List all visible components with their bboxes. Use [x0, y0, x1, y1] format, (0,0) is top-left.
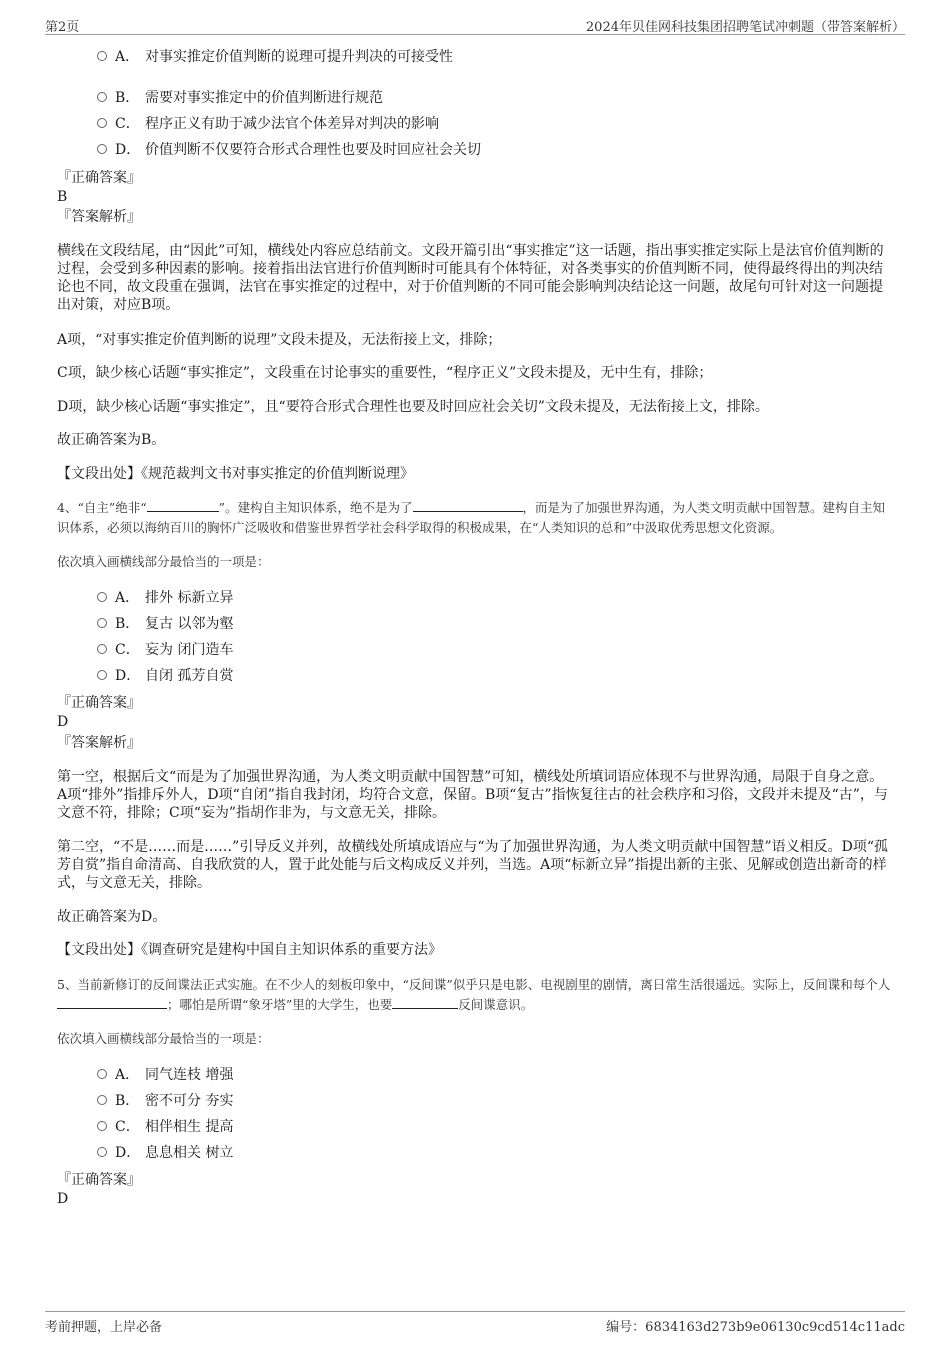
q3-analysis-paragraph: 故正确答案为B。 [57, 432, 166, 448]
q3-analysis-label: 『答案解析』 [57, 209, 141, 225]
blank-line [392, 996, 458, 1009]
q4-option-b[interactable]: B． 复古 以邻为壑 [97, 614, 233, 634]
q3-analysis-paragraph: 横线在文段结尾，由“因此”可知，横线处内容应总结前文。文段开篇引出“事实推定”这一话题，指出事实推定实际上是法官价值判断的过程，会受到多种因素的影响。接着指出法官进行价值判断时可能具有个体特征，对各类事实的价值判断不同，使得最终得出的判决结论也不同，故文段重在强调，法官在事实推定的过程中，对于价值判断的不同可能会影响判决结论这一问题，故尾句可针对这一问题提出对策，对应B项。 [57, 243, 884, 313]
q5-option-d[interactable]: D． 息息相关 树立 [97, 1143, 233, 1163]
q4-analysis-label: 『答案解析』 [57, 735, 141, 751]
q4-source: 【文段出处】《调查研究是建构中国自主知识体系的重要方法》 [57, 942, 442, 958]
q4-analysis-paragraph: 第一空，根据后文“而是为了加强世界沟通，为人类文明贡献中国智慧”可知，横线处所填词语应体现不与世界沟通，局限于自身之意。A项“排外”指排斥外人，D项“自闭”指自我封闭，均符合文意，保留。B项“复古”指恢复往古的社会秩序和习俗，文段并未提及“古”，与文意不符，排除；C项“妄为”指胡作非为，与文意无关，排除。 [57, 769, 888, 821]
q4-option-d[interactable]: D． 自闭 孤芳自赏 [97, 666, 233, 686]
document-id: 编号：6834163d273b9e06130c9cd514c11adc [606, 1320, 905, 1335]
q4-stem: 4、“自主”绝非“ ”。建构自主知识体系，绝不是为了 ，而是为了加强世界沟通，为人类文明贡献中国智慧。建构自主知识体系，必须以海纳百川的胸怀广泛吸收和借鉴世界哲学社会科学取得的积极成果，在“人类知识的总和”中汲取优秀思想文化资源。 [57, 500, 886, 535]
q4-analysis-paragraph: 故正确答案为D。 [57, 909, 167, 925]
radio-icon[interactable] [97, 592, 107, 602]
blank-line [147, 499, 219, 512]
radio-icon[interactable] [97, 618, 107, 628]
radio-icon[interactable] [97, 670, 107, 680]
q3-answer: B [57, 189, 68, 205]
q3-option-d[interactable]: D． 价值判断不仅要符合形式合理性也要及时回应社会关切 [97, 140, 481, 160]
radio-icon[interactable] [97, 118, 107, 128]
q4-option-c[interactable]: C． 妄为 闭门造车 [97, 640, 233, 660]
radio-icon[interactable] [97, 144, 107, 154]
radio-icon[interactable] [97, 1147, 107, 1157]
q5-option-a[interactable]: A． 同气连枝 增强 [97, 1065, 233, 1085]
q3-option-a[interactable]: A． 对事实推定价值判断的说理可提升判决的可接受性 [97, 47, 453, 67]
q3-analysis-paragraph: A项，“对事实推定价值判断的说理”文段未提及，无法衔接上文，排除； [57, 332, 502, 348]
q4-prompt: 依次填入画横线部分最恰当的一项是： [57, 554, 270, 569]
blank-line [57, 996, 167, 1009]
q3-source: 【文段出处】《规范裁判文书对事实推定的价值判断说理》 [57, 466, 414, 482]
radio-icon[interactable] [97, 92, 107, 102]
page-number: 第2页 [45, 20, 80, 35]
radio-icon[interactable] [97, 1069, 107, 1079]
q5-answer-label: 『正确答案』 [57, 1172, 141, 1188]
q3-answer-label: 『正确答案』 [57, 170, 141, 186]
q5-stem: 5、当前新修订的反间谍法正式实施。在不少人的刻板印象中，“反间谍”似乎只是电影、电视剧里的剧情，离日常生活很遥远。实际上，反间谍和每个人；哪怕是所谓“象牙塔”里的大学生，也要 反间谍意识。 [57, 977, 891, 1012]
q4-option-a[interactable]: A． 排外 标新立异 [97, 588, 233, 608]
q4-answer: D [57, 714, 69, 730]
q5-option-b[interactable]: B． 密不可分 夯实 [97, 1091, 233, 1111]
q4-answer-label: 『正确答案』 [57, 695, 141, 711]
q4-analysis-paragraph: 第二空，“不是……而是……”引导反义并列，故横线处所填成语应与“为了加强世界沟通，为人类文明贡献中国智慧”语义相反。D项“孤芳自赏”指自命清高、自我欣赏的人，置于此处能与后文构成反义并列，当选。A项“标新立异”指提出新的主张、见解或创造出新奇的样式，与文意无关，排除。 [57, 839, 889, 891]
q5-answer: D [57, 1191, 69, 1207]
radio-icon[interactable] [97, 51, 107, 61]
q3-option-b[interactable]: B． 需要对事实推定中的价值判断进行规范 [97, 88, 383, 108]
q5-prompt: 依次填入画横线部分最恰当的一项是： [57, 1031, 270, 1046]
q5-option-c[interactable]: C． 相伴相生 提高 [97, 1117, 233, 1137]
q3-option-c[interactable]: C． 程序正义有助于减少法官个体差异对判决的影响 [97, 114, 439, 134]
page-footer [45, 1311, 905, 1336]
document-title: 2024年贝佳网科技集团招聘笔试冲刺题（带答案解析） [585, 20, 905, 35]
blank-line [413, 499, 523, 512]
radio-icon[interactable] [97, 1121, 107, 1131]
q3-analysis-paragraph: D项，缺少核心话题“事实推定”，且“要符合形式合理性也要及时回应社会关切”文段未提及，无法衔接上文，排除。 [57, 399, 769, 415]
page-header [45, 14, 905, 35]
radio-icon[interactable] [97, 644, 107, 654]
footer-slogan: 考前押题，上岸必备 [45, 1320, 163, 1335]
radio-icon[interactable] [97, 1095, 107, 1105]
q3-analysis-paragraph: C项，缺少核心话题“事实推定”，文段重在讨论事实的重要性，“程序正义”文段未提及，无中生有，排除； [57, 365, 713, 381]
